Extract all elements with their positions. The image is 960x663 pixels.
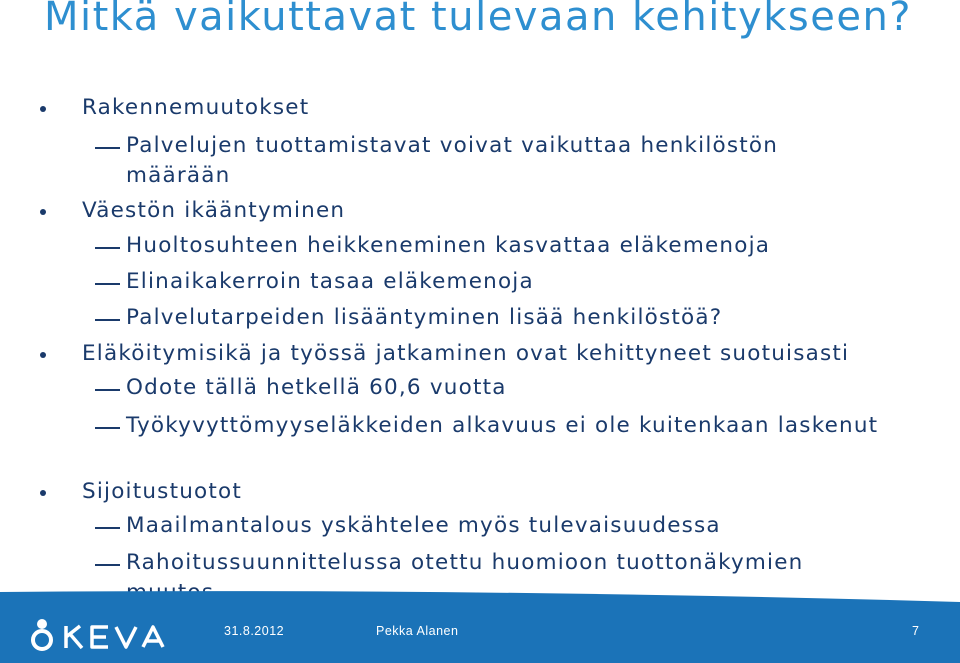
dash-marker [95, 564, 120, 566]
bullet-item: Eläköitymisikä ja työssä jatkaminen ovat kehittyneet suotuisasti [82, 341, 850, 366]
dash-marker [95, 247, 120, 249]
page-number: 7 [912, 624, 920, 638]
footer-bar [0, 602, 960, 663]
sub-item: Työkyvyttömyyseläkkeiden alkavuus ei ole kuitenkaan laskenut [126, 413, 879, 438]
footer-date: 31.8.2012 [224, 624, 285, 638]
bullet-marker [40, 352, 46, 358]
dash-marker [95, 427, 120, 429]
sub-item: Rahoitussuunnittelussa otettu huomioon tuottonäkymien [126, 550, 804, 575]
sub-item: Odote tällä hetkellä 60,6 vuotta [126, 375, 507, 400]
dash-marker [95, 283, 120, 285]
sub-item: Maailmantalous yskähtelee myös tulevaisuudessa [126, 513, 721, 538]
bullet-marker [40, 490, 46, 496]
sub-item: Elinaikakerroin tasaa eläkemenoja [126, 269, 534, 294]
dash-marker [95, 389, 120, 391]
bullet-item: Väestön ikääntyminen [82, 198, 346, 223]
bullet-marker [40, 209, 46, 215]
sub-item: Palvelujen tuottamistavat voivat vaikuttaa henkilöstön määrään [126, 133, 779, 188]
footer-curve [0, 588, 960, 604]
bullet-item: Rakennemuutokset [82, 95, 310, 120]
footer-author: Pekka Alanen [376, 624, 459, 638]
sub-item: Huoltosuhteen heikkeneminen kasvattaa eläkemenoja [126, 233, 771, 258]
bullet-item: Sijoitustuotot [82, 479, 243, 504]
sub-item: Palvelutarpeiden lisääntyminen lisää henkilöstöä? [126, 305, 723, 330]
dash-marker [95, 147, 120, 149]
slide-title: Mitkä vaikuttavat tulevaan kehitykseen? [44, 0, 913, 40]
dash-marker [95, 319, 120, 321]
keva-logo-icon [28, 618, 178, 652]
keva-logo [28, 618, 178, 652]
dash-marker [95, 527, 120, 529]
bullet-marker [40, 106, 46, 112]
